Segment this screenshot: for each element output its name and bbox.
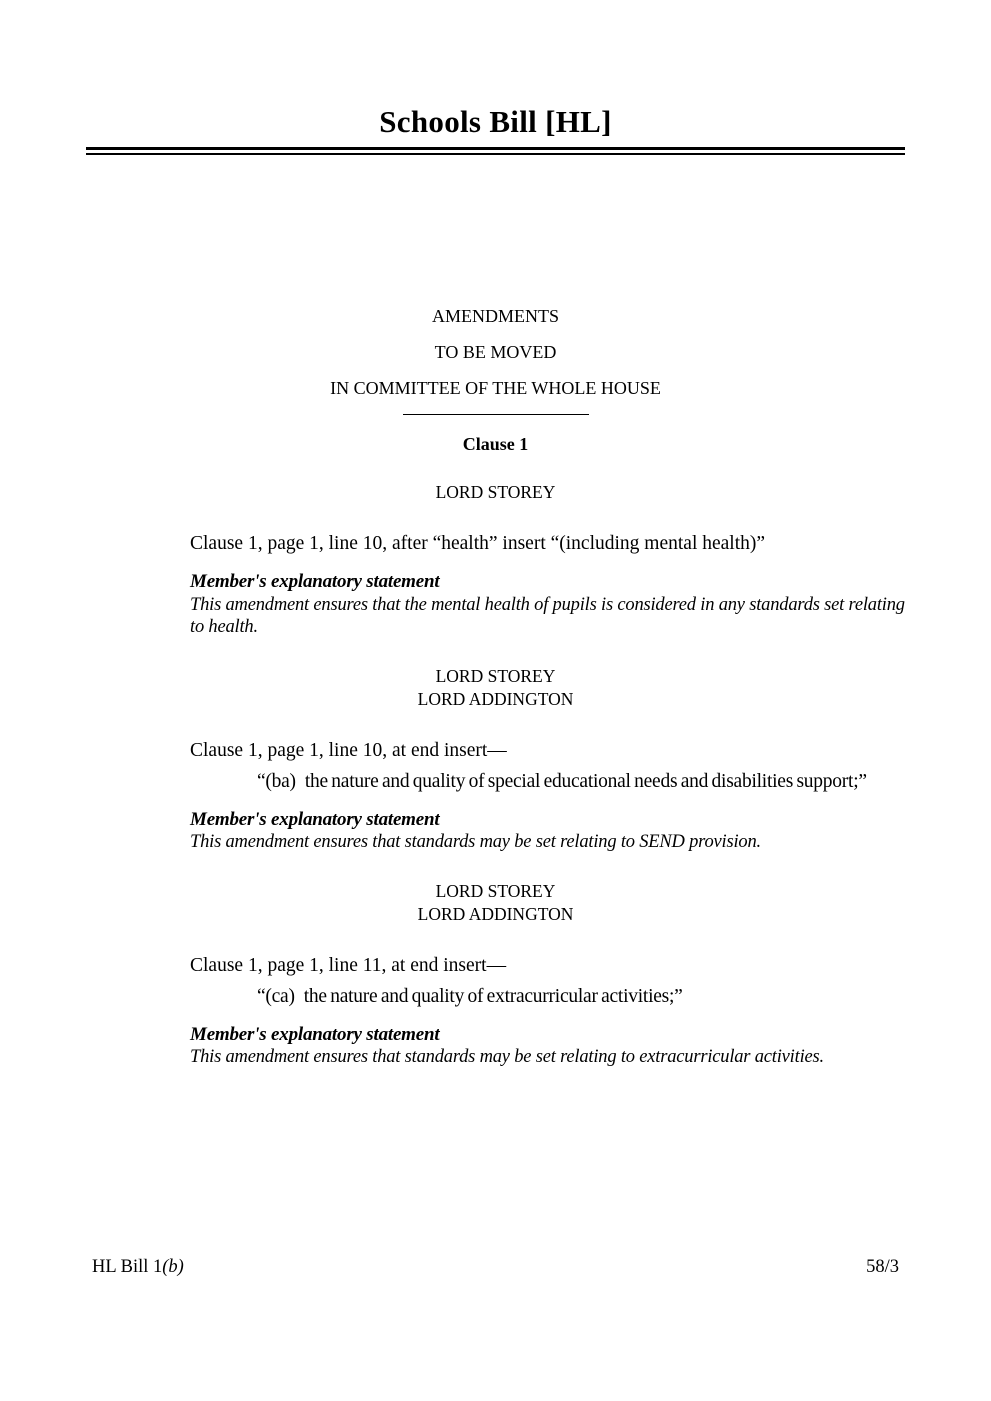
amendment-2-explanatory: [190, 809, 906, 854]
amendment-1-sponsors: [0, 481, 991, 504]
heading-committee: IN COMMITTEE OF THE WHOLE HOUSE: [330, 378, 661, 398]
footer-bill-reference-suffix: (b): [162, 1257, 184, 1277]
amendment-3: [0, 880, 991, 1069]
inserted-provision-text: the nature and quality of extracurricular activities;”: [303, 985, 683, 1007]
sponsor-name: LORD STOREY: [435, 482, 556, 502]
amendment-2-text: Clause 1, page 1, line 10, at end insert—: [190, 739, 507, 761]
clause-heading: Clause 1: [462, 434, 529, 454]
explanatory-text: This amendment ensures that the mental health of pupils is considered in any standards set relating to health.: [190, 594, 905, 637]
amendment-3-inserted-provision: [257, 985, 991, 1009]
footer-bill-reference: [92, 1257, 184, 1278]
heading-amendments: AMENDMENTS: [431, 306, 559, 326]
heading-rule: [403, 414, 589, 415]
amendment-3-explanatory: [190, 1024, 906, 1069]
inserted-provision-text: the nature and quality of special educational needs and disabilities support;”: [304, 770, 867, 792]
amendments-heading: [0, 306, 991, 399]
amendment-2-sponsors: [0, 665, 991, 711]
inserted-provision-label: “(ca): [257, 985, 295, 1007]
heading-to-be-moved: TO BE MOVED: [434, 342, 557, 362]
amendment-3-sponsors: [0, 880, 991, 926]
amendment-3-text: Clause 1, page 1, line 11, at end insert—: [190, 954, 507, 976]
amendment-1-explanatory: [190, 571, 906, 639]
explanatory-text: This amendment ensures that standards may be set relating to extracurricular activities.: [190, 1047, 824, 1067]
explanatory-heading: Member's explanatory statement: [190, 1023, 440, 1045]
amendment-1: [0, 481, 991, 639]
explanatory-heading: Member's explanatory statement: [190, 808, 440, 830]
amendment-2: [0, 665, 991, 854]
amendment-1-text: Clause 1, page 1, line 10, after “health” insert “(including mental health)”: [190, 533, 766, 554]
footer-amendment-numbers: 58/3: [866, 1257, 899, 1277]
footer-bill-reference-main: HL Bill 1: [92, 1257, 163, 1277]
explanatory-text: This amendment ensures that standards may be set relating to SEND provision.: [190, 832, 761, 852]
sponsor-name: LORD ADDINGTON: [417, 903, 574, 924]
title-double-rule: [86, 147, 905, 155]
inserted-provision-label: “(ba): [257, 770, 296, 792]
amendment-2-inserted-provision: [257, 770, 991, 794]
sponsor-name: LORD STOREY: [435, 665, 556, 686]
sponsor-name: LORD ADDINGTON: [417, 688, 574, 709]
explanatory-heading: Member's explanatory statement: [190, 571, 440, 592]
sponsor-name: LORD STOREY: [435, 880, 556, 901]
bill-title: Schools Bill [HL]: [379, 104, 612, 139]
